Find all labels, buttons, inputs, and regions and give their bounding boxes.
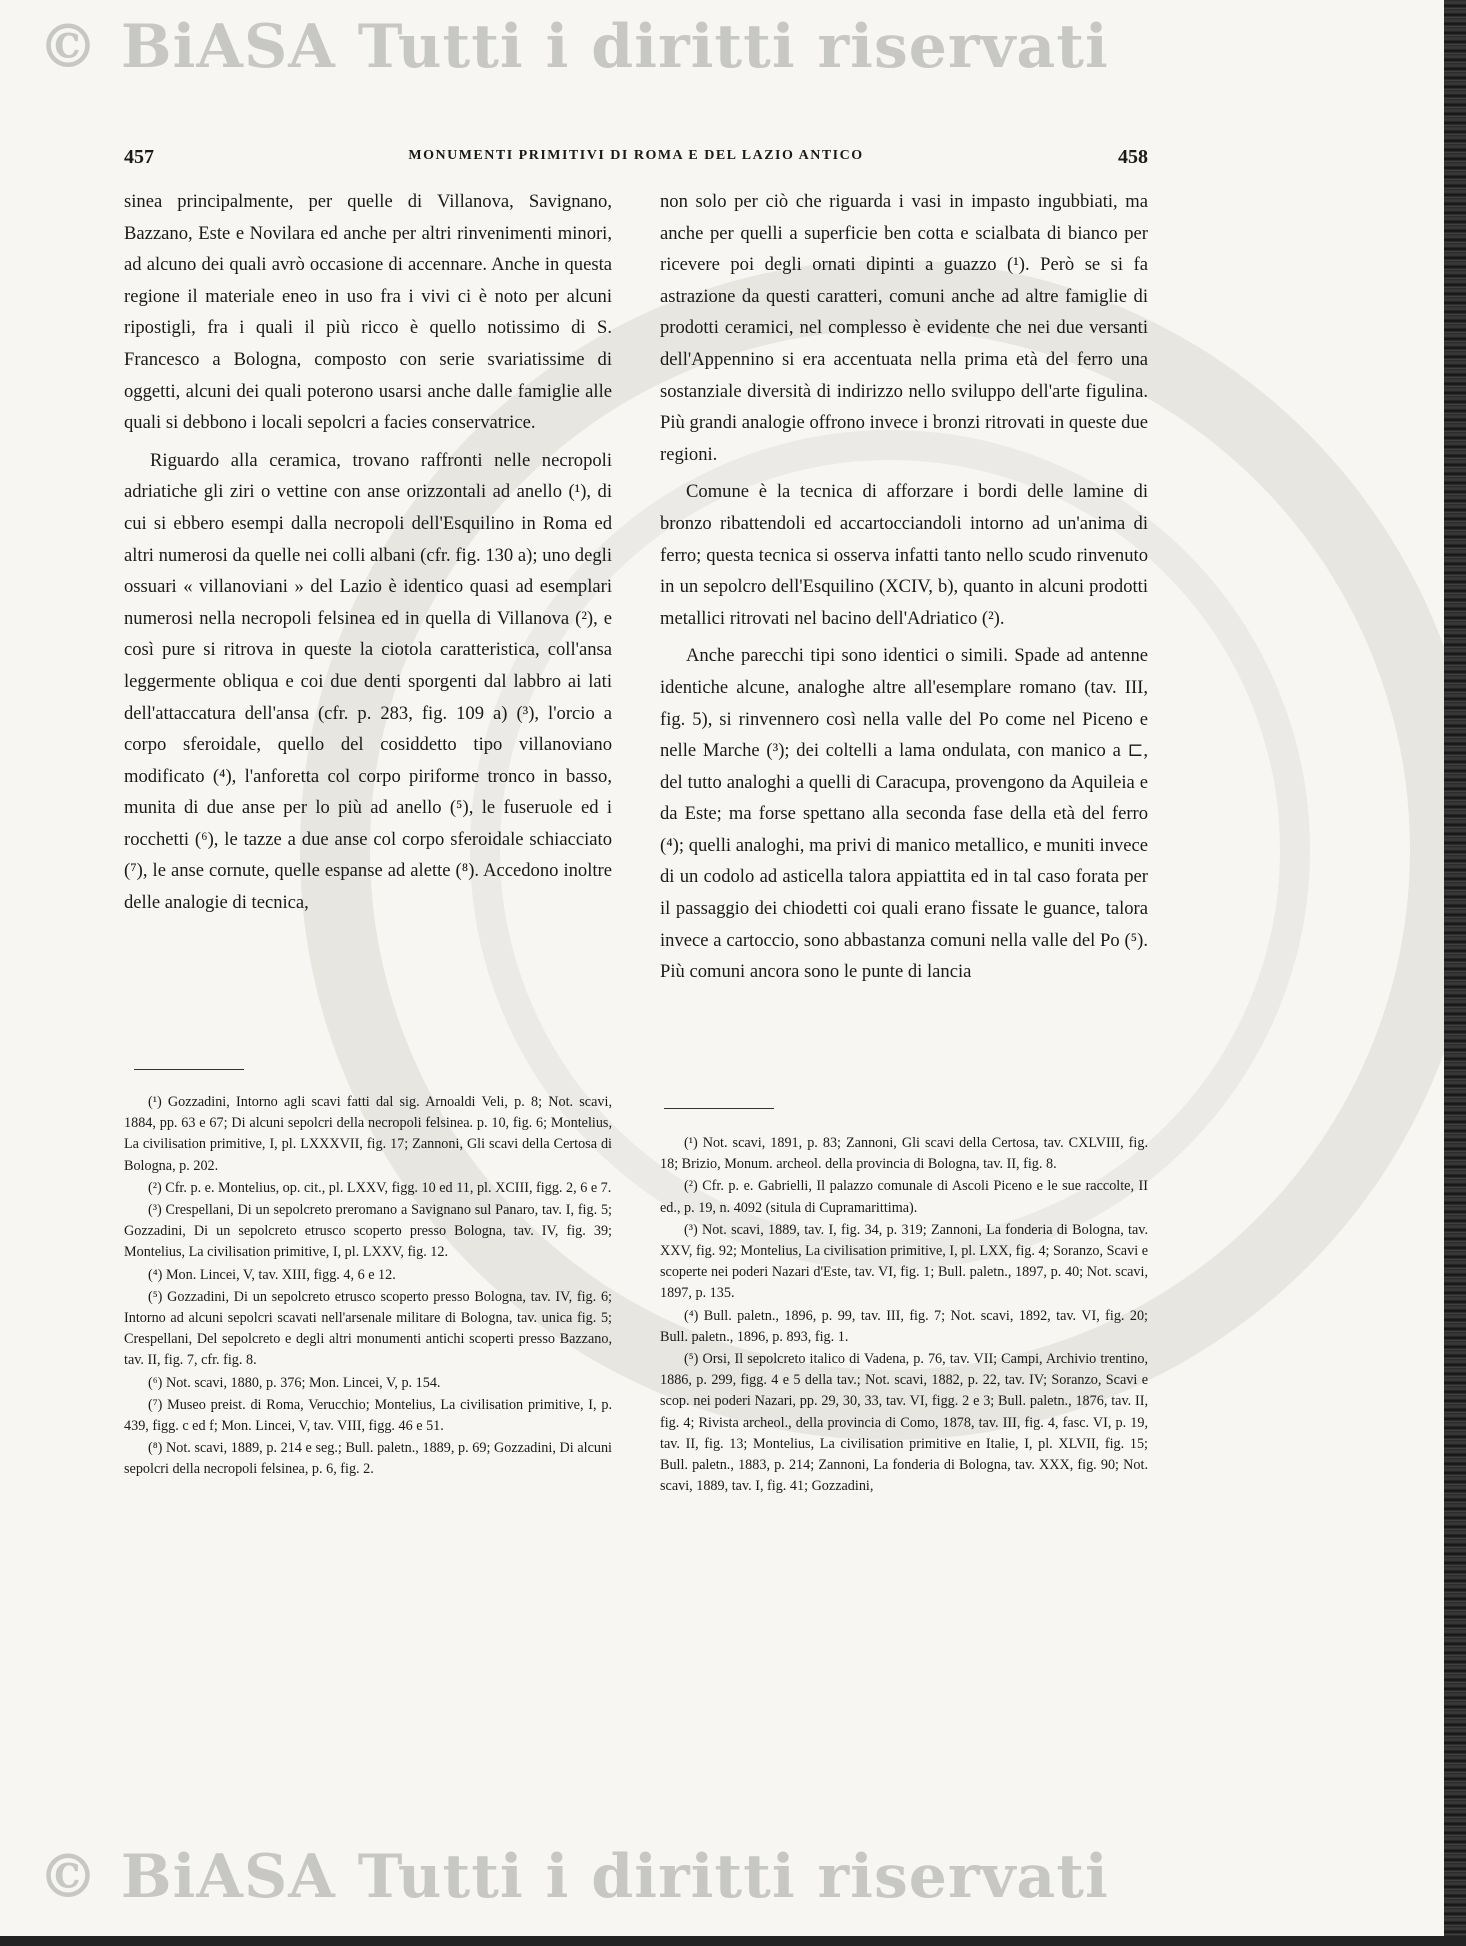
footnote: (⁵) Gozzadini, Di un sepolcreto etrusco scoperto presso Bologna, tav. IV, fig. 6; Intorno ad alcuni sepolcri scavati nell'arsenale militare di Bologna, tav. unica fig. 5; Crespellani, Del sepolcreto e degli altri monumenti antichi scoperti presso Bazzano, tav. II, fig. 7, cfr. fig. 8.	[124, 1288, 612, 1369]
footnote: (¹) Gozzadini, Intorno agli scavi fatti dal sig. Arnoaldi Veli, p. 8; Not. scavi, 1884, pp. 63 e 67; Di alcuni sepolcri della necropoli felsinea. p. 10, fig. 6; Montelius, La civilisation primitive, I, pl. LXXXVII, fig. 17; Zannoni, Gli scavi della Certosa di Bologna, p. 202.	[124, 1094, 612, 1174]
footnote-divider	[134, 1069, 244, 1070]
footnote: (³) Crespellani, Di un sepolcreto preromano a Savignano sul Panaro, tav. I, fig. 5; Gozzadini, Di un sepolcreto etrusco scoperto presso Bologna, tav. IV, fig. 39; Montelius, La civilisation primitive, I, pl. LXXV, fig. 12.	[124, 1202, 612, 1261]
paragraph: non solo per ciò che riguarda i vasi in impasto ingubbiati, ma anche per quelli a superficie ben cotta e scialbata di bianco per ricevere poi degli ornati dipinti a guazzo (¹). Però se si fa astrazione da questi caratteri, comuni anche ad altre famiglie di prodotti ceramici, nel complesso è evidente che nei due versanti dell'Appennino si era accentuata nella prima età del ferro una sostanziale diversità di indirizzo nello sviluppo dell'arte figulina. Più grandi analogie offrono invece i bronzi ritrovati in queste due regioni.	[660, 191, 1148, 465]
footnote: (⁵) Orsi, Il sepolcreto italico di Vadena, p. 76, tav. VII; Campi, Archivio trentino, 1886, p. 299, figg. 4 e 5 della tav.; Not. scavi, 1882, p. 22, tav. IV; Soranzo, Scavi e scop. nei poderi Nazari, pp. 29, 30, 33, tav. VI, figg. 2 e 3; Bull. paletn., 1876, tav. II, fig. 4; Rivista archeol., della provincia di Como, 1878, tav. III, fig. 4, fasc. VI, p. 19, tav. II, fig. 13; Montelius, La civilisation primitive en Italie, I, pl. XLVII, fig. 15; Bull. paletn., 1883, p. 214; Zannoni, La fonderia di Bologna, tav. XXX, fig. 90; Not. scavi, 1889, tav. I, fig. 41; Gozzadini,	[660, 1351, 1148, 1495]
page-header	[124, 146, 1148, 172]
watermark-bottom: © BiASA Tutti i diritti riservati	[38, 1842, 1109, 1912]
footnote: (²) Cfr. p. e. Gabrielli, Il palazzo comunale di Ascoli Piceno e le sue raccolte, II ed., p. 19, n. 4092 (situla di Cupramarittima).	[660, 1178, 1148, 1216]
right-column	[660, 186, 1148, 988]
footnote: (⁶) Not. scavi, 1880, p. 376; Mon. Lincei, V, p. 154.	[148, 1374, 441, 1391]
paragraph: Comune è la tecnica di afforzare i bordi delle lamine di bronzo ribattendoli ed accartocciandoli intorno ad un'anima di ferro; questa tecnica si osserva infatti tanto nello scudo rinvenuto in un sepolcro dell'Esquilino (XCIV, b), quanto in alcuni prodotti metallici ritrovati nel bacino dell'Adriatico (²).	[660, 481, 1148, 629]
footnote: (⁸) Not. scavi, 1889, p. 214 e seg.; Bull. paletn., 1889, p. 69; Gozzadini, Di alcuni sepolcri della necropoli felsinea, p. 6, fig. 2.	[124, 1440, 612, 1478]
left-column	[124, 186, 612, 919]
footnote: (²) Cfr. p. e. Montelius, op. cit., pl. LXXV, figg. 10 ed 11, pl. XCIII, figg. 2, 6 e 7.	[148, 1179, 612, 1196]
paragraph: Riguardo alla ceramica, trovano raffronti nelle necropoli adriatiche gli ziri o vettine con anse orizzontali ad anello (¹), di cui si ebbero esempi dalla necropoli dell'Esquilino in Roma ed altri numerosi da quelle nei colli albani (cfr. fig. 130 a); uno degli ossuari « villanoviani » del Lazio è identico quasi ad esemplari numerosi nella necropoli felsinea ed in quella di Villanova (²), e così pure si ritrova in queste la ciotola caratteristica, coll'ansa leggermente obliqua e coi due denti sporgenti dal labbro ai lati dell'attaccatura dell'ansa (cfr. p. 283, fig. 109 a) (³), l'orcio a corpo sferoidale, quello del cosiddetto tipo villanoviano modificato (⁴), l'anforetta col corpo piriforme tronco in basso, munita di due anse per lo più ad anello (⁵), le fuseruole ed i rocchetti (⁶), le tazze a due anse col corpo sferoidale schiacciato (⁷), le anse cornute, quelle espanse ad alette (⁸). Accedono inoltre delle analogie di tecnica,	[124, 449, 612, 914]
footnote: (³) Not. scavi, 1889, tav. I, fig. 34, p. 319; Zannoni, La fonderia di Bologna, tav. XXV, fig. 92; Montelius, La civilisation primitive, I, pl. LXX, fig. 4; Soranzo, Scavi e scoperte nei poderi Nazari d'Este, tav. VI, fig. 1; Bull. paletn., 1897, p. 40; Not. scavi, 1897, p. 135.	[660, 1221, 1148, 1302]
watermark-top: © BiASA Tutti i diritti riservati	[38, 12, 1109, 82]
page-number-right: 458	[1118, 146, 1148, 168]
page-number-left: 457	[124, 146, 154, 168]
paragraph: Anche parecchi tipi sono identici o simili. Spade ad antenne identiche alcune, analoghe altre all'esemplare romano (tav. III, fig. 5), si rinvennero così nella valle del Po come nel Piceno e nelle Marche (³); dei coltelli a lama ondulata, con manico a ⊏, del tutto analoghi a quelli di Caracupa, provengono da Aquileia e da Este; ma forse spettano alla seconda fase della età del ferro (⁴); quelli analoghi, ma privi di manico metallico, e muniti invece di un codolo ad asticella talora appiattita ed in tal caso forata per il passaggio dei chiodetti coi quali erano fissate le guance, talora invece a cartoccio, sono abbastanza comuni nella valle del Po (⁵). Più comuni ancora sono le punte di lancia	[660, 645, 1148, 983]
running-title: MONUMENTI PRIMITIVI DI ROMA E DEL LAZIO ANTICO	[408, 148, 864, 163]
footnotes-right	[660, 1133, 1148, 1498]
footnote: (⁴) Mon. Lincei, V, tav. XIII, figg. 4, 6 e 12.	[148, 1266, 396, 1283]
footnote: (¹) Not. scavi, 1891, p. 83; Zannoni, Gli scavi della Certosa, tav. CXLVIII, fig. 18; Brizio, Monum. archeol. della provincia di Bologna, tav. II, fig. 8.	[660, 1135, 1148, 1173]
scan-bottom-edge	[0, 1936, 1466, 1946]
footnote: (⁷) Museo preist. di Roma, Verucchio; Montelius, La civilisation primitive, I, p. 439, figg. c ed f; Mon. Lincei, V, tav. VIII, figg. 46 e 51.	[124, 1396, 612, 1435]
scan-edge	[1444, 0, 1466, 1946]
paragraph: sinea principalmente, per quelle di Villanova, Savignano, Bazzano, Este e Novilara ed anche per altri rinvenimenti minori, ad alcuno dei quali avrò occasione di accennare. Anche in questa regione il materiale eneo in uso fra i vivi ci è noto per alcuni ripostigli, fra i quali il più ricco è quello notissimo di S. Francesco a Bologna, composto con serie svariatissime di oggetti, alcuni dei quali poterono usarsi anche dalle famiglie alle quali si debbono i locali sepolcri a facies conservatrice.	[124, 191, 612, 434]
footnote: (⁴) Bull. paletn., 1896, p. 99, tav. III, fig. 7; Not. scavi, 1892, tav. VI, fig. 20; Bull. paletn., 1896, p. 893, fig. 1.	[660, 1307, 1148, 1345]
footnotes-left	[124, 1092, 612, 1482]
footnote-divider	[664, 1108, 774, 1109]
